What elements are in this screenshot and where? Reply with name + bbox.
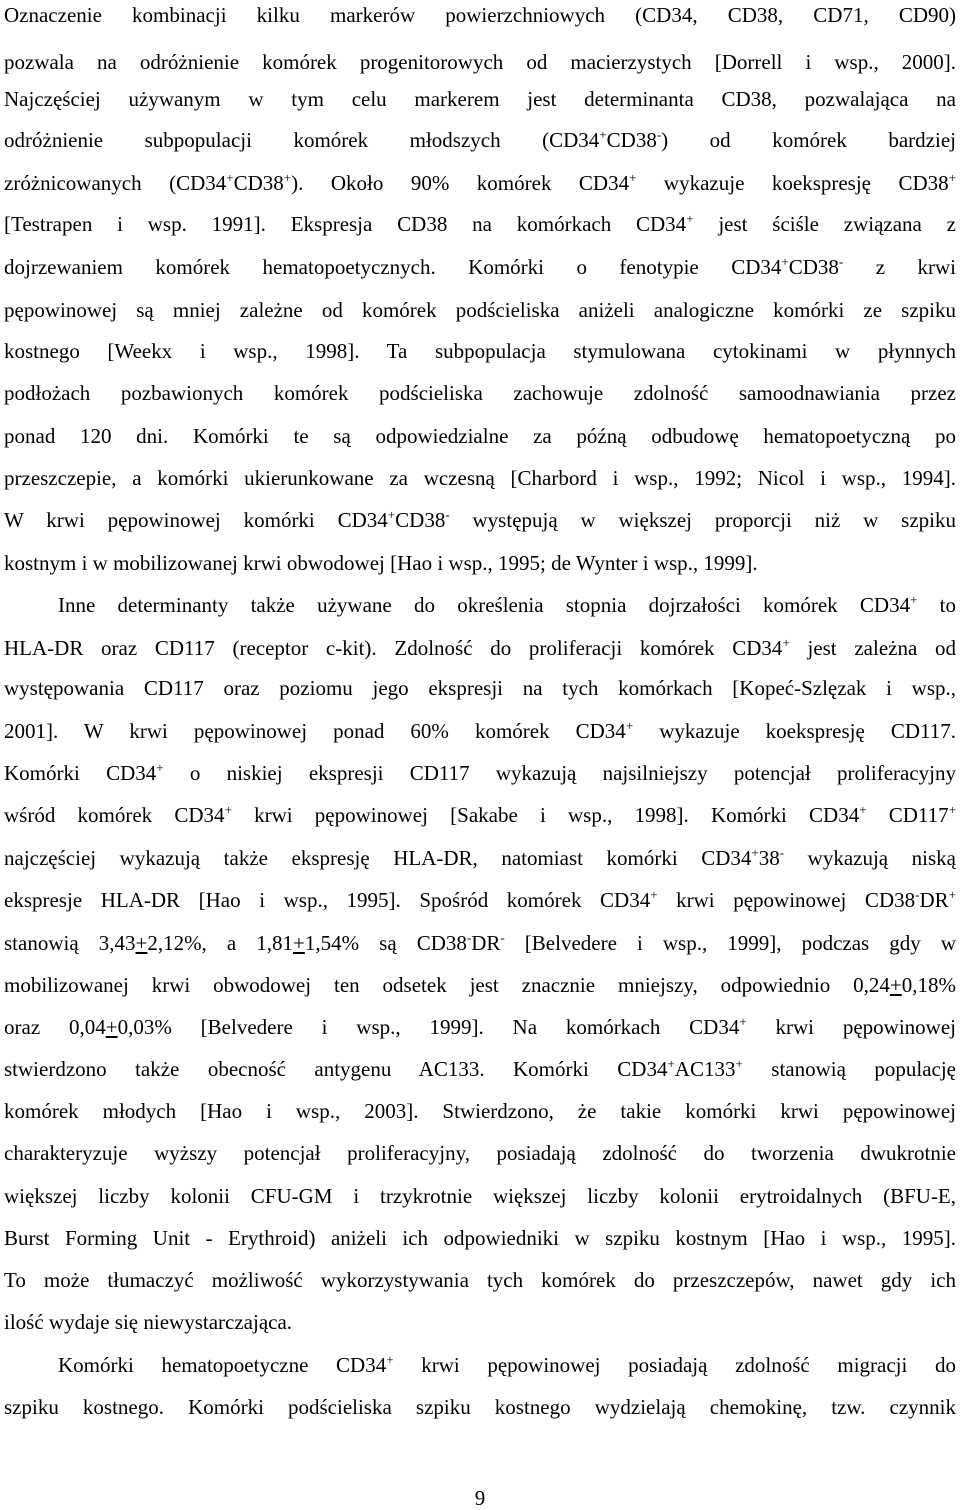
text-run: CD38	[606, 128, 657, 152]
text-run: stwierdzono także obecność antygenu AC133. Komórki CD34	[4, 1057, 668, 1081]
text-run: DR	[919, 888, 949, 912]
text-run: wykazują niską	[784, 846, 957, 870]
text-line	[4, 636, 956, 660]
text-run: odróżnienie subpopulacji komórek młodszych (CD34	[4, 128, 600, 152]
text-run: pozwala na odróżnienie komórek progenitorowych od macierzystych [Dorrell i wsp., 2000].	[4, 50, 956, 74]
superscript: +	[781, 254, 789, 269]
text-line	[4, 676, 956, 700]
text-line	[4, 381, 956, 405]
superscript: -	[656, 127, 662, 142]
text-run: przeszczepie, a komórki ukierunkowane za wczesną [Charbord i wsp., 1992; Nicol i wsp., 1994].	[4, 466, 956, 490]
text-line	[4, 1226, 956, 1250]
text-line	[4, 87, 956, 111]
text-run: wśród komórek CD34	[4, 803, 225, 827]
text-line	[58, 1353, 956, 1377]
text-run: o niskiej ekspresji CD117 wykazują najsilniejszy potencjał proliferacyjny	[163, 761, 956, 785]
superscript: +	[650, 887, 658, 902]
text-run: CD38	[395, 508, 446, 532]
text-line	[4, 1310, 956, 1334]
superscript: +	[910, 592, 918, 607]
text-line	[4, 931, 956, 955]
text-run: Inne determinanty także używane do określenia stopnia dojrzałości komórek CD34	[58, 593, 911, 617]
text-run: CD38	[233, 171, 284, 195]
text-run: dojrzewaniem komórek hematopoetycznych. Komórki o fenotypie CD34	[4, 255, 782, 279]
text-run: stanowią populację	[742, 1057, 956, 1081]
text-line	[4, 1395, 956, 1419]
text-run: +	[293, 931, 305, 955]
text-run: Komórki CD34	[4, 761, 157, 785]
text-run: jest ściśle związana z	[693, 212, 956, 236]
text-run: ilość wydaje się niewystarczająca.	[4, 1310, 293, 1334]
text-run: stanowią 3,43	[4, 931, 136, 955]
text-run: wykazuje koekspresję CD117.	[633, 719, 956, 743]
text-run: CD38	[788, 255, 839, 279]
text-run: HLA-DR oraz CD117 (receptor c-kit). Zdolność do proliferacji komórek CD34	[4, 636, 783, 660]
superscript: +	[599, 127, 607, 142]
text-run: jest zależna od	[789, 636, 956, 660]
text-line	[4, 1268, 956, 1292]
text-run: ekspresje HLA-DR [Hao i wsp., 1995]. Spośród komórek CD34	[4, 888, 651, 912]
superscript: +	[751, 845, 759, 860]
superscript: -	[915, 887, 920, 902]
text-run: z krwi	[843, 255, 956, 279]
text-run: podłożach pozbawionych komórek podścieliska zachowuje zdolność samoodnawiania przez	[4, 381, 956, 405]
superscript: +	[629, 170, 637, 185]
superscript: +	[859, 802, 867, 817]
text-run: Burst Forming Unit - Erythroid) aniżeli ich odpowiedniki w szpiku kostnym [Hao i wsp., 1995].	[4, 1226, 956, 1250]
superscript: +	[948, 170, 957, 185]
superscript: -	[779, 845, 785, 860]
superscript: -	[445, 507, 450, 522]
text-run: 0,03% [Belvedere i wsp., 1999]. Na komórkach CD34	[117, 1015, 740, 1039]
text-run: kostnego [Weekx i wsp., 1998]. Ta subpopulacja stymulowana cytokinami w płynnych	[4, 339, 956, 363]
text-line	[4, 1184, 956, 1208]
text-run: +	[135, 931, 148, 955]
text-run: to	[917, 593, 956, 617]
text-run: 2001]. W krwi pępowinowej ponad 60% komórek CD34	[4, 719, 626, 743]
text-run: krwi pępowinowej	[746, 1015, 956, 1039]
page-number: 9	[474, 1486, 486, 1510]
superscript: +	[739, 1014, 747, 1029]
text-line	[4, 255, 956, 279]
text-run: 38	[758, 846, 780, 870]
text-line	[4, 298, 956, 322]
text-line	[58, 593, 956, 617]
text-run: To może tłumaczyć możliwość wykorzystywania tych komórek do przeszczepów, nawet gdy ich	[4, 1268, 956, 1292]
text-run: występują w większej proporcji niż w szpiku	[449, 508, 956, 532]
text-run: Komórki hematopoetyczne CD34	[58, 1353, 387, 1377]
superscript: +	[386, 1352, 394, 1367]
text-line	[4, 803, 956, 827]
text-line	[4, 212, 956, 236]
superscript: +	[224, 802, 232, 817]
superscript: +	[782, 635, 790, 650]
text-run: Oznaczenie kombinacji kilku markerów powierzchniowych (CD34, CD38, CD71, CD90)	[4, 3, 956, 27]
text-run: krwi pępowinowej CD38	[657, 888, 916, 912]
superscript: -	[838, 254, 844, 269]
superscript: +	[387, 507, 396, 522]
text-line	[4, 1099, 956, 1123]
text-line	[4, 128, 956, 152]
text-run: +	[105, 1015, 118, 1039]
text-run: CD117	[866, 803, 949, 827]
text-line	[4, 551, 956, 575]
text-run: zróżnicowanych (CD34	[4, 171, 227, 195]
text-run: wykazuje koekspresję CD38	[636, 171, 949, 195]
superscript: +	[283, 170, 292, 185]
text-run: 0,18%	[901, 973, 956, 997]
text-run: pępowinowej są mniej zależne od komórek podścieliska aniżeli analogiczne komórki ze szpiku	[4, 298, 956, 322]
text-line	[4, 171, 956, 195]
text-run: ). Około 90% komórek CD34	[291, 171, 630, 195]
text-run: oraz 0,04	[4, 1015, 106, 1039]
text-line	[4, 719, 956, 743]
text-run: krwi pępowinowej [Sakabe i wsp., 1998]. Komórki CD34	[231, 803, 860, 827]
superscript: +	[948, 802, 957, 817]
superscript: +	[686, 211, 694, 226]
superscript: +	[226, 170, 234, 185]
superscript: +	[948, 887, 956, 902]
text-line	[4, 846, 956, 870]
text-run: krwi pępowinowej posiadają zdolność migracji do	[393, 1353, 956, 1377]
text-run: +	[889, 973, 902, 997]
superscript: -	[466, 930, 472, 945]
text-line	[4, 1141, 956, 1165]
text-run: [Belvedere i wsp., 1999], podczas gdy w	[504, 931, 956, 955]
text-run: większej liczby kolonii CFU-GM i trzykrotnie większej liczby kolonii erytroidalnych (BFU-E,	[4, 1184, 956, 1208]
text-run: ponad 120 dni. Komórki te są odpowiedzialne za późną odbudowę hematopoetyczną po	[4, 424, 956, 448]
text-line	[4, 1057, 956, 1081]
text-run: szpiku kostnego. Komórki podścieliska szpiku kostnego wydzielają chemokinę, tzw. czynnik	[4, 1395, 956, 1419]
text-run: komórek młodych [Hao i wsp., 2003]. Stwierdzono, że takie komórki krwi pępowinowej	[4, 1099, 956, 1123]
text-run: występowania CD117 oraz poziomu jego ekspresji na tych komórkach [Kopeć-Szlęzak i wsp.,	[4, 676, 956, 700]
text-line	[4, 973, 956, 997]
superscript: +	[156, 760, 164, 775]
text-line	[4, 888, 956, 912]
text-line	[4, 466, 956, 490]
text-line	[4, 1015, 956, 1039]
text-line	[4, 50, 956, 74]
text-run: 2,12%, a 1,81	[147, 931, 293, 955]
text-run: mobilizowanej krwi obwodowej ten odsetek jest znacznie mniejszy, odpowiednio 0,24	[4, 973, 890, 997]
text-line	[4, 339, 956, 363]
text-run: [Testrapen i wsp. 1991]. Ekspresja CD38 na komórkach CD34	[4, 212, 687, 236]
text-run: AC133	[674, 1057, 736, 1081]
text-run: ) od komórek bardziej	[661, 128, 956, 152]
text-run: 1,54% są CD38	[304, 931, 467, 955]
text-run: kostnym i w mobilizowanej krwi obwodowej [Hao i wsp., 1995; de Wynter i wsp., 1999].	[4, 551, 758, 575]
text-line	[4, 3, 956, 27]
superscript: +	[667, 1056, 675, 1071]
superscript: -	[500, 930, 505, 945]
superscript: +	[735, 1056, 743, 1071]
text-run: charakteryzuje wyższy potencjał proliferacyjny, posiadają zdolność do tworzenia dwukrotnie	[4, 1141, 956, 1165]
text-run: W krwi pępowinowej komórki CD34	[4, 508, 388, 532]
text-line	[4, 424, 956, 448]
text-run: Najczęściej używanym w tym celu markerem jest determinanta CD38, pozwalająca na	[4, 87, 956, 111]
text-line	[4, 761, 956, 785]
text-line	[4, 508, 956, 532]
text-run: DR	[471, 931, 501, 955]
superscript: +	[625, 718, 634, 733]
text-run: najczęściej wykazują także ekspresję HLA-DR, natomiast komórki CD34	[4, 846, 752, 870]
